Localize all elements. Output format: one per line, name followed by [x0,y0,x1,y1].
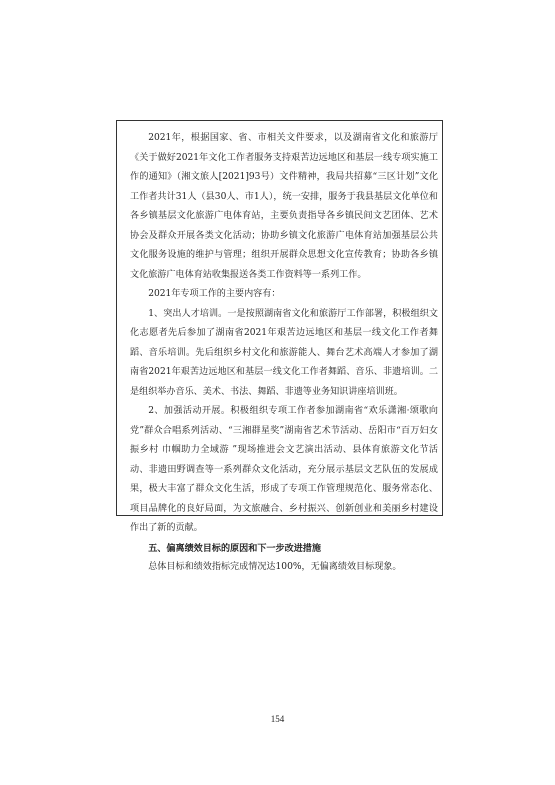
document-body [130,129,438,578]
paragraph-activities: 2、加强活动开展。积极组织专项工作者参加湖南省“欢乐潇湘·颂歌向党”群众合唱系列活动、“三湘群星奖”湖南省艺术节活动、岳阳市“百万妇女振乡村 巾帼助力全域游 ”现场推进会文艺演出活动、县体育旅游文化节活动、非遗田野调查等一系列群众文化活动，充分展示基层文艺队伍的发展成果，极大丰富了群众文化生活，形成了专项工作管理规范化、服务常态化、项目品牌化的良好局面，为文旅融合、乡村振兴、创新创业和美丽乡村建设作出了新的贡献。 [130,406,438,533]
paragraph-contents-lead: 2021年专项工作的主要内容有： [148,289,281,299]
paragraph-performance: 总体目标和绩效指标完成情况达100%，无偏离绩效目标现象。 [148,562,402,572]
paragraph-intro: 2021年，根据国家、省、市相关文件要求，以及湖南省文化和旅游厅《关于做好2021年文化工作者服务支持艰苦边远地区和基层一线专项实施工作的通知》（湘文旅人[2021]93号）文件精神，我局共招募“三区计划”文化工作者共计31人（县30人、市1人），统一安排，服务于我县基层文化单位和各乡镇基层文化旅游广电体育站，主要负责指导各乡镇民间文艺团体、艺术协会及群众开展各类文化活动；协助乡镇文化旅游广电体育站加强基层公共文化服务设施的维护与管理；组织开展群众思想文化宣传教育；协助各乡镇文化旅游广电体育站收集报送各类工作资料等一系列工作。 [130,133,438,280]
page-number: 154 [270,714,285,724]
section-heading: 五、偏离绩效目标的原因和下一步改进措施 [148,542,321,554]
paragraph-talent-training: 1、突出人才培训。一是按照湖南省文化和旅游厅工作部署，积极组织文化志愿者先后参加了湖南省2021年艰苦边远地区和基层一线文化工作者舞蹈、音乐培训。先后组织乡村文化和旅游能人、舞台艺术高端人才参加了湖南省2021年艰苦边远地区和基层一线文化工作者舞蹈、音乐、非遗培训。二是组织举办音乐、美术、书法、舞蹈、非遗等业务知识讲座培训班。 [130,308,438,397]
